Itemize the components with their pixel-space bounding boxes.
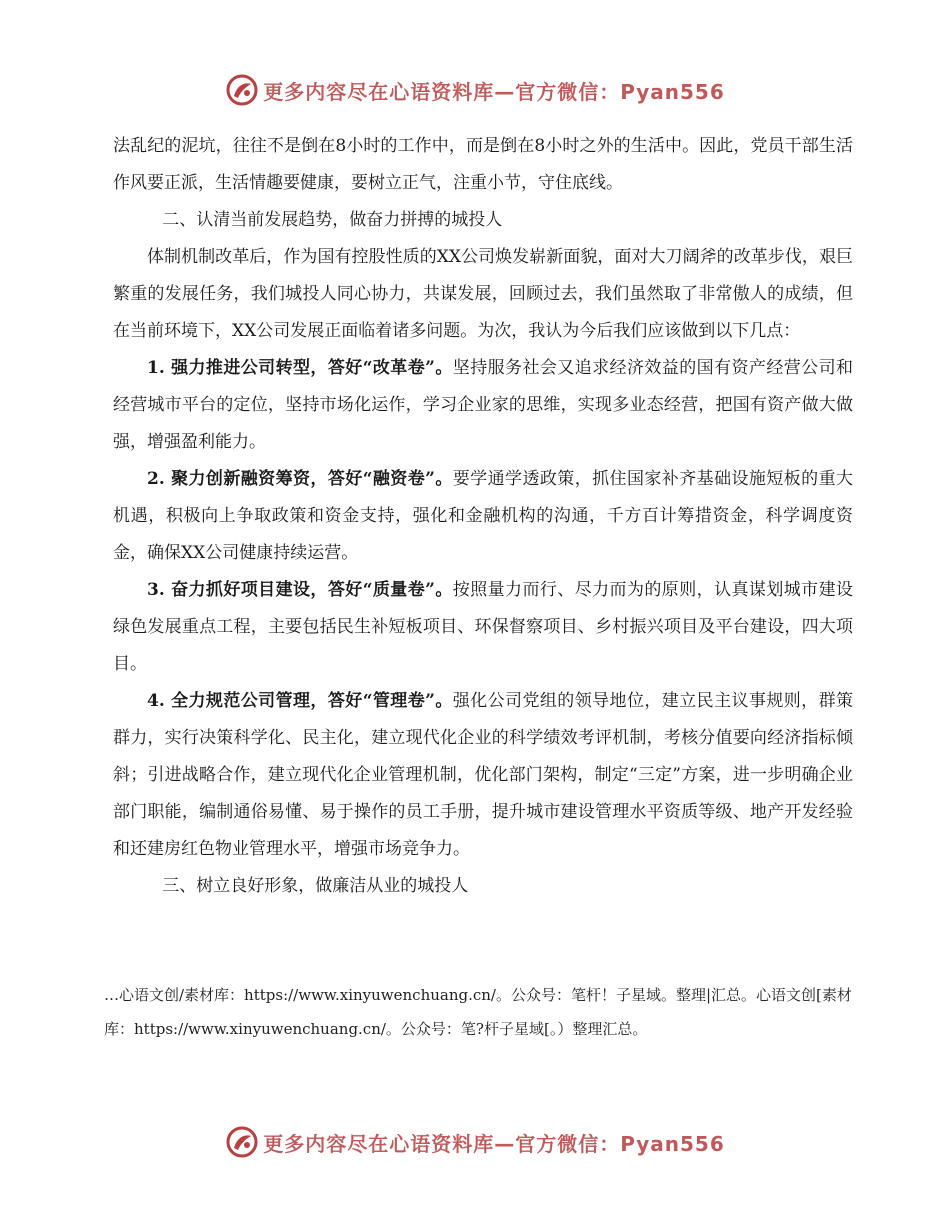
- list-item-2-body: 要学通学透政策，抓住国家补齐基础设施短板的重大机遇，积极向上争取政策和资金支持，强化和金融机构的沟通，千方百计筹措资金，科学调度资金，确保XX公司健康持续运营。: [113, 469, 854, 563]
- logo-icon: [225, 1125, 259, 1159]
- footer-banner: [0, 1122, 950, 1162]
- list-item-3-lead: 3. 奋力抓好项目建设，答好“质量卷”。: [147, 580, 453, 600]
- document-body: [113, 128, 853, 905]
- section-3-title: 三、树立良好形象，做廉洁从业的城投人: [162, 876, 469, 896]
- logo-icon: [225, 73, 259, 107]
- banner-text: 更多内容尽在心语资料库—官方微信：Pyan556: [263, 79, 725, 104]
- list-item-3-body: 按照量力而行、尽力而为的原则，认真谋划城市建设绿色发展重点工程，主要包括民生补短板项目、环保督察项目、乡村振兴项目及平台建设，四大项目。: [113, 580, 854, 674]
- list-item-4-body: 强化公司党组的领导地位，建立民主议事规则，群策群力，实行决策科学化、民主化，建立现代化企业的科学绩效考评机制，考核分值要向经济指标倾斜；引进战略合作，建立现代化企业管理机制，优化部门架构，制定“三定”方案，进一步明确企业部门职能，编制通俗易懂、易于操作的员工手册，提升城市建设管理水平资质等级、地产开发经验和还建房红色物业管理水平，增强市场竞争力。: [113, 691, 854, 859]
- list-item-1-lead: 1. 强力推进公司转型，答好“改革卷”。: [147, 358, 453, 378]
- list-item-1-body: 坚持服务社会又追求经济效益的国有资产经营公司和经营城市平台的定位，坚持市场化运作，学习企业家的思维，实现多业态经营，把国有资产做大做强，增强盈利能力。: [113, 358, 854, 452]
- banner-text: 更多内容尽在心语资料库—官方微信：Pyan556: [263, 1131, 725, 1156]
- list-item-4-lead: 4. 全力规范公司管理，答好“管理卷”。: [147, 691, 453, 711]
- list-item-2-lead: 2. 聚力创新融资筹资，答好“融资卷”。: [147, 469, 453, 489]
- header-banner: [0, 70, 950, 110]
- list-item-4: [113, 683, 853, 868]
- source-note: …心语文创/素材库：https://www.xinyuwenchuang.cn/。公众号：笔杆！子星域。整理|汇总。心语文创[素材库：https://www.xinyuwenchuang.cn/。公众号：笔?杆子星域[。）整理汇总。: [104, 986, 852, 1038]
- list-item-1: [113, 350, 853, 461]
- paragraph-section-2: 体制机制改革后，作为国有控股性质的XX公司焕发崭新面貌，面对大刀阔斧的改革步伐，艰巨繁重的发展任务，我们城投人同心协力，共谋发展，回顾过去，我们虽然取了非常傲人的成绩，但在当前环境下，XX公司发展正面临着诸多问题。为次，我认为今后我们应该做到以下几点：: [113, 247, 853, 341]
- section-2-title: 二、认清当前发展趋势，做奋力拼搏的城投人: [162, 210, 503, 230]
- paragraph-intro: 法乱纪的泥坑，往往不是倒在8小时的工作中，而是倒在8小时之外的生活中。因此，党员干部生活作风要正派，生活情趣要健康，要树立正气，注重小节，守住底线。: [113, 136, 853, 193]
- list-item-2: [113, 461, 853, 572]
- list-item-3: [113, 572, 853, 683]
